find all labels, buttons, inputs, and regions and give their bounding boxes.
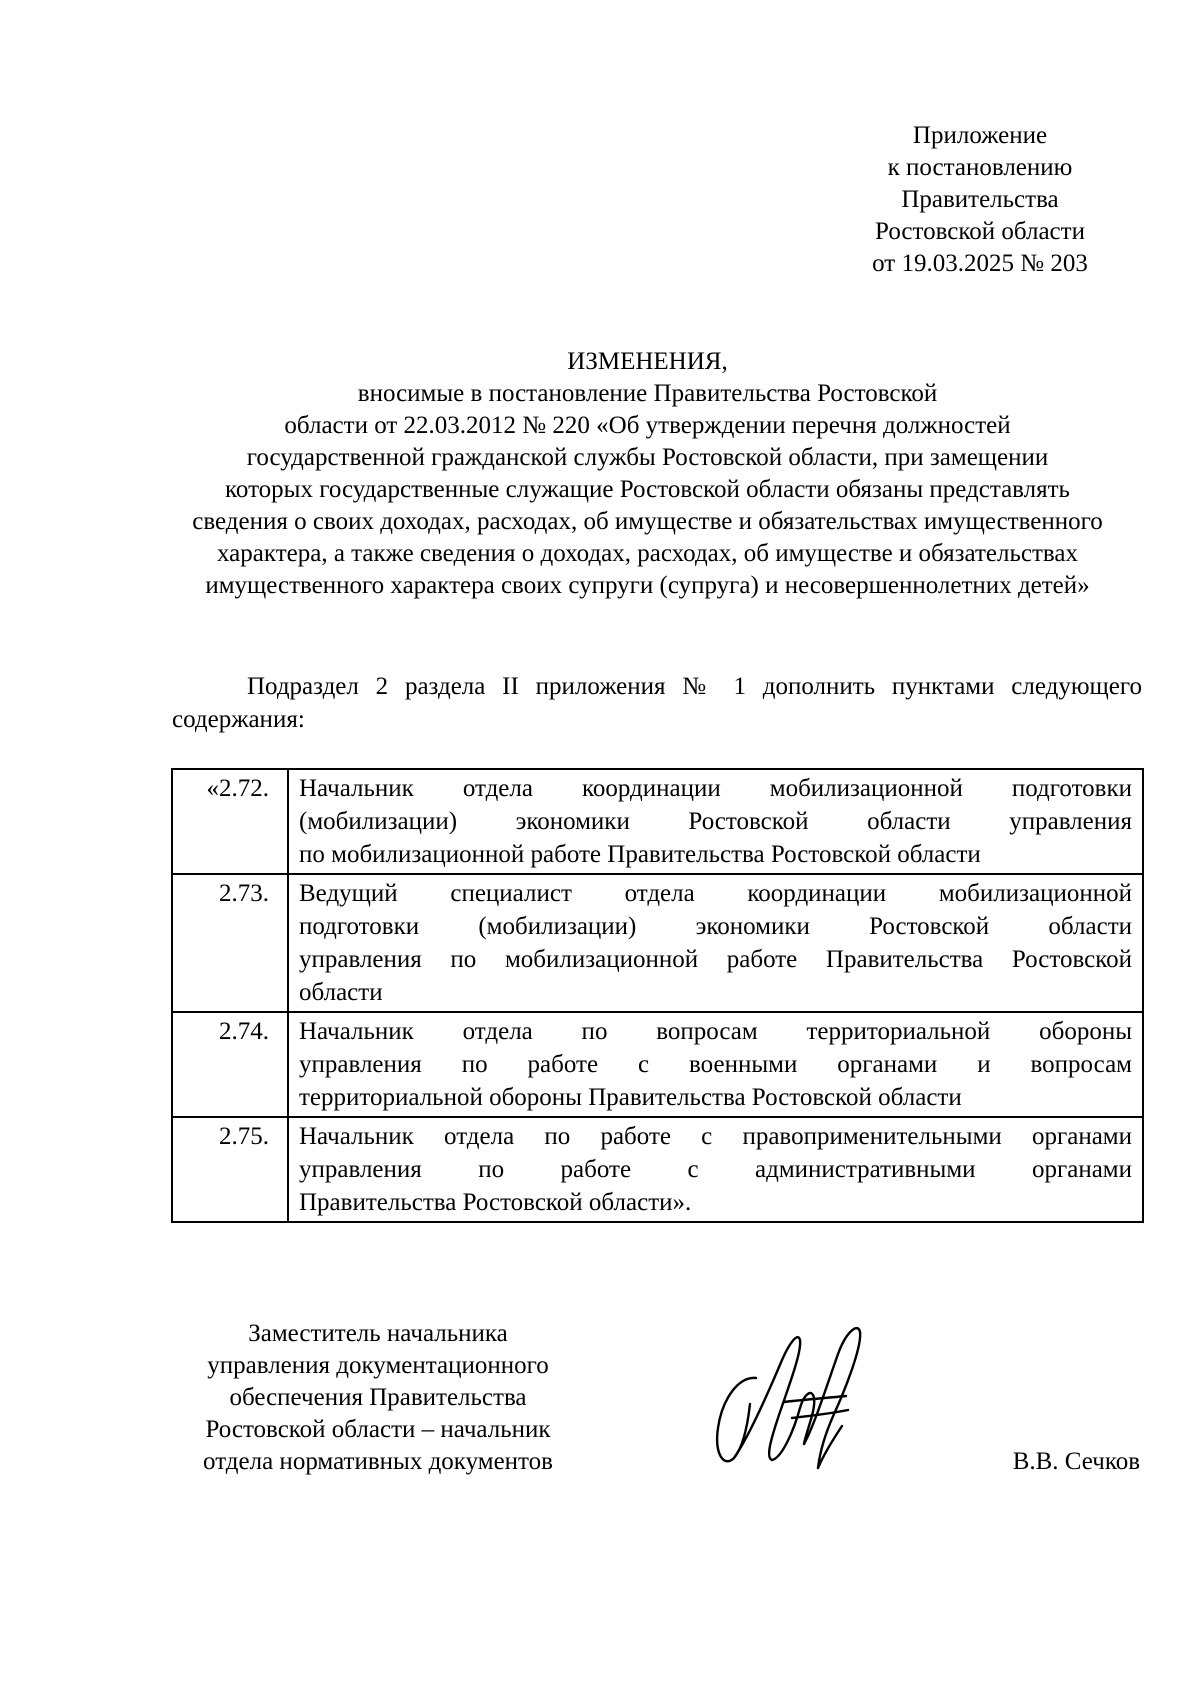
table-row xyxy=(172,1012,1143,1117)
row-text-line: управления по мобилизационной работе Правительства Ростовской xyxy=(299,946,1132,973)
row-number: 2.74. xyxy=(172,1012,288,1117)
appendix-line: от 19.03.2025 № 203 xyxy=(872,250,1088,277)
intro-line: Подраздел 2 раздела II приложения № 1 дополнить пунктами следующего xyxy=(247,673,1142,700)
row-text-line: (мобилизации) экономики Ростовской области управления xyxy=(299,808,1132,835)
row-text xyxy=(288,1117,1143,1222)
row-text-line: Начальник отдела по работе с правоприменительными органами xyxy=(299,1123,1132,1150)
row-text-line: территориальной обороны Правительства Ростовской области xyxy=(299,1084,962,1111)
row-number: 2.75. xyxy=(172,1117,288,1222)
title-line: характера, а также сведения о доходах, расходах, об имуществе и обязательствах xyxy=(217,540,1078,567)
row-text-line: управления по работе с административными органами xyxy=(299,1156,1132,1183)
appendix-line: Ростовской области xyxy=(875,218,1085,245)
row-text-line: Начальник отдела по вопросам территориальной обороны xyxy=(299,1018,1132,1045)
intro-paragraph xyxy=(172,670,1142,736)
table-row xyxy=(172,874,1143,1012)
title-line: вносимые в постановление Правительства Ростовской xyxy=(357,380,938,407)
appendix-header xyxy=(820,120,1140,280)
title-heading: ИЗМЕНЕНИЯ, xyxy=(567,348,728,375)
row-text xyxy=(288,769,1143,874)
appendix-line: Правительства xyxy=(901,186,1059,213)
table-row xyxy=(172,769,1143,874)
signatory-position xyxy=(168,1318,588,1478)
title-line: государственной гражданской службы Ростовской области, при замещении xyxy=(246,444,1049,471)
row-text-line: управления по работе с военными органами и вопросам xyxy=(299,1051,1132,1078)
title-line: которых государственные служащие Ростовской области обязаны представлять xyxy=(225,476,1070,503)
signatory-name: В.В. Сечков xyxy=(1012,1448,1140,1475)
signatory-position-line: управления документационного xyxy=(207,1352,549,1379)
row-text-line: области xyxy=(299,979,383,1006)
handwritten-signature xyxy=(708,1318,878,1478)
row-text-line: по мобилизационной работе Правительства Ростовской области xyxy=(299,841,981,868)
row-text xyxy=(288,874,1143,1012)
title-line: сведения о своих доходах, расходах, об имуществе и обязательствах имущественного xyxy=(192,508,1103,535)
row-number: 2.73. xyxy=(172,874,288,1012)
row-number: «2.72. xyxy=(172,769,288,874)
document-title xyxy=(150,346,1145,602)
intro-line: содержания: xyxy=(172,706,305,733)
appendix-line: к постановлению xyxy=(887,154,1073,181)
row-text xyxy=(288,1012,1143,1117)
title-line: области от 22.03.2012 № 220 «Об утверждении перечня должностей xyxy=(284,412,1011,439)
signatory-position-line: Ростовской области – начальник xyxy=(205,1416,551,1443)
positions-table xyxy=(171,768,1144,1223)
title-line: имущественного характера своих супруги (супруга) и несовершеннолетних детей» xyxy=(205,572,1090,599)
row-text-line: Начальник отдела координации мобилизационной подготовки xyxy=(299,775,1132,802)
row-text-line: Ведущий специалист отдела координации мобилизационной xyxy=(299,880,1132,907)
appendix-line: Приложение xyxy=(912,122,1048,149)
row-text-line: подготовки (мобилизации) экономики Ростовской области xyxy=(299,913,1132,940)
signatory-position-line: отдела нормативных документов xyxy=(203,1448,553,1475)
row-text-line: Правительства Ростовской области». xyxy=(299,1189,692,1216)
signatory-position-line: Заместитель начальника xyxy=(248,1320,508,1347)
signatory-position-line: обеспечения Правительства xyxy=(229,1384,527,1411)
table-row xyxy=(172,1117,1143,1222)
